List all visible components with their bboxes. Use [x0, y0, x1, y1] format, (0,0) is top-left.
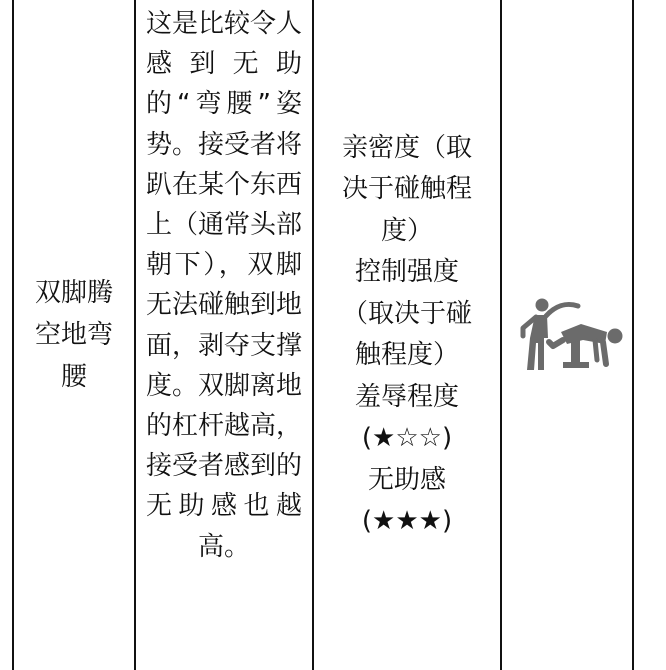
property-line: 羞辱程度	[354, 381, 459, 412]
property-line: 无助感	[367, 464, 446, 495]
property-line: （取决于碰	[341, 298, 472, 329]
property-line: (★★★)	[361, 506, 453, 536]
property-line: 触程度）	[354, 340, 459, 370]
description-cell	[136, 0, 312, 670]
bending-over-bar-figures-icon	[511, 298, 623, 372]
properties-cell	[314, 0, 500, 670]
position-name: 双脚腾空地弯腰	[34, 278, 113, 392]
column-divider	[632, 0, 634, 670]
property-line: 亲密度（取	[341, 132, 472, 163]
property-line: (★☆☆)	[361, 423, 453, 453]
illustration-cell	[502, 0, 632, 670]
position-name-cell	[14, 0, 134, 670]
property-line: 决于碰触程	[341, 174, 472, 204]
property-line: 控制强度	[354, 257, 459, 287]
position-description: 这是比较令人感到无助的“弯腰”姿势。接受者将趴在某个东西上（通常头部朝下），双脚无法碰触到地面，剥夺支撑度。双脚离地的杠杆越高，接受者感到的无助感也越高。	[146, 9, 303, 562]
properties-list	[327, 128, 487, 543]
property-line: 度）	[380, 215, 433, 246]
